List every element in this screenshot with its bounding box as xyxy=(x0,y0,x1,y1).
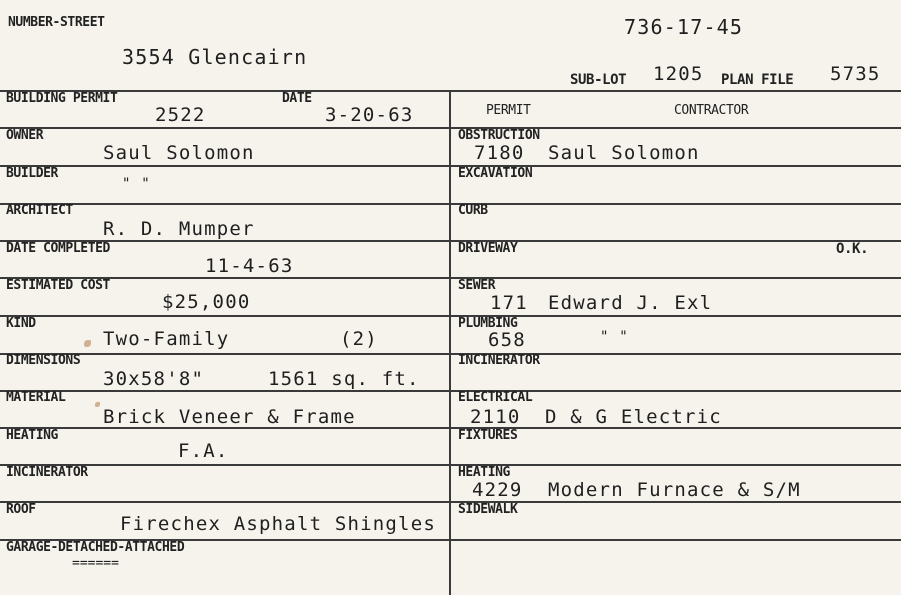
row-divider xyxy=(0,277,901,279)
material-label: MATERIAL xyxy=(6,390,66,405)
plumbing-label: PLUMBING xyxy=(458,316,518,331)
dimensions-value: 30x58'8" xyxy=(103,368,205,390)
plan-file-label: PLAN FILE xyxy=(721,72,794,88)
fixtures-label: FIXTURES xyxy=(458,428,518,443)
row-divider xyxy=(0,464,901,466)
sewer-permit: 171 xyxy=(490,292,528,314)
row-divider xyxy=(0,353,901,355)
address-value: 3554 Glencairn xyxy=(122,45,308,69)
date-completed-label: DATE COMPLETED xyxy=(6,241,110,256)
garage-label: GARAGE-DETACHED-ATTACHED xyxy=(6,540,185,555)
curb-label: CURB xyxy=(458,203,488,218)
number-street-label: NUMBER-STREET xyxy=(8,15,105,30)
architect-value: R. D. Mumper xyxy=(103,218,255,240)
sewer-contractor: Edward J. Exl xyxy=(548,292,713,314)
material-value: Brick Veneer & Frame xyxy=(103,406,356,428)
electrical-permit: 2110 xyxy=(470,406,521,428)
architect-label: ARCHITECT xyxy=(6,203,73,218)
stain-mark xyxy=(84,340,91,347)
owner-label: OWNER xyxy=(6,128,44,143)
row-divider xyxy=(0,501,901,503)
sub-lot-value: 1205 xyxy=(653,63,704,85)
garage-value: ====== xyxy=(72,556,119,571)
heating-value: F.A. xyxy=(178,440,229,462)
row-divider xyxy=(0,127,901,129)
stain-mark xyxy=(95,402,100,407)
incinerator-label: INCINERATOR xyxy=(6,465,88,480)
kind-label: KIND xyxy=(6,316,36,331)
plumbing-permit: 658 xyxy=(488,329,526,351)
driveway-label: DRIVEWAY xyxy=(458,241,518,256)
builder-label: BUILDER xyxy=(6,166,58,181)
excavation-label: EXCAVATION xyxy=(458,166,533,181)
heating-permit-label: HEATING xyxy=(458,465,510,480)
heating-permit: 4229 xyxy=(472,479,523,501)
heating-label: HEATING xyxy=(6,428,58,443)
area-value: 1561 sq. ft. xyxy=(268,368,420,390)
parcel-number: 736-17-45 xyxy=(624,15,744,39)
permit-column-label: PERMIT xyxy=(486,103,531,118)
obstruction-label: OBSTRUCTION xyxy=(458,128,540,143)
heating-contractor: Modern Furnace & S/M xyxy=(548,479,801,501)
header-divider xyxy=(0,90,901,92)
building-permit-label: BUILDING PERMIT xyxy=(6,91,118,106)
obstruction-contractor: Saul Solomon xyxy=(548,142,700,164)
row-divider xyxy=(0,240,901,242)
date-label: DATE xyxy=(282,91,312,106)
row-divider xyxy=(0,390,901,392)
dimensions-label: DIMENSIONS xyxy=(6,353,81,368)
roof-value: Firechex Asphalt Shingles xyxy=(120,513,436,535)
date-completed-value: 11-4-63 xyxy=(205,255,294,277)
estimated-cost-label: ESTIMATED COST xyxy=(6,278,110,293)
electrical-contractor: D & G Electric xyxy=(545,406,722,428)
contractor-column-label: CONTRACTOR xyxy=(674,103,749,118)
obstruction-permit: 7180 xyxy=(474,142,525,164)
sewer-label: SEWER xyxy=(458,278,496,293)
row-divider xyxy=(0,203,901,205)
roof-label: ROOF xyxy=(6,502,36,517)
plumbing-contractor: " " xyxy=(600,329,629,345)
sub-lot-label: SUB-LOT xyxy=(570,72,627,88)
driveway-value: O.K. xyxy=(836,241,869,257)
kind-value: Two-Family xyxy=(103,328,230,350)
row-divider xyxy=(0,165,901,167)
kind-units-value: (2) xyxy=(340,328,378,350)
estimated-cost-value: $25,000 xyxy=(162,291,251,313)
builder-value: " " xyxy=(122,176,151,192)
plan-file-value: 5735 xyxy=(830,63,881,85)
electrical-label: ELECTRICAL xyxy=(458,390,533,405)
incinerator-permit-label: INCINERATOR xyxy=(458,353,540,368)
owner-value: Saul Solomon xyxy=(103,142,255,164)
sidewalk-label: SIDEWALK xyxy=(458,502,518,517)
row-divider xyxy=(0,315,901,317)
permit-date-value: 3-20-63 xyxy=(325,104,414,126)
building-permit-value: 2522 xyxy=(155,104,206,126)
